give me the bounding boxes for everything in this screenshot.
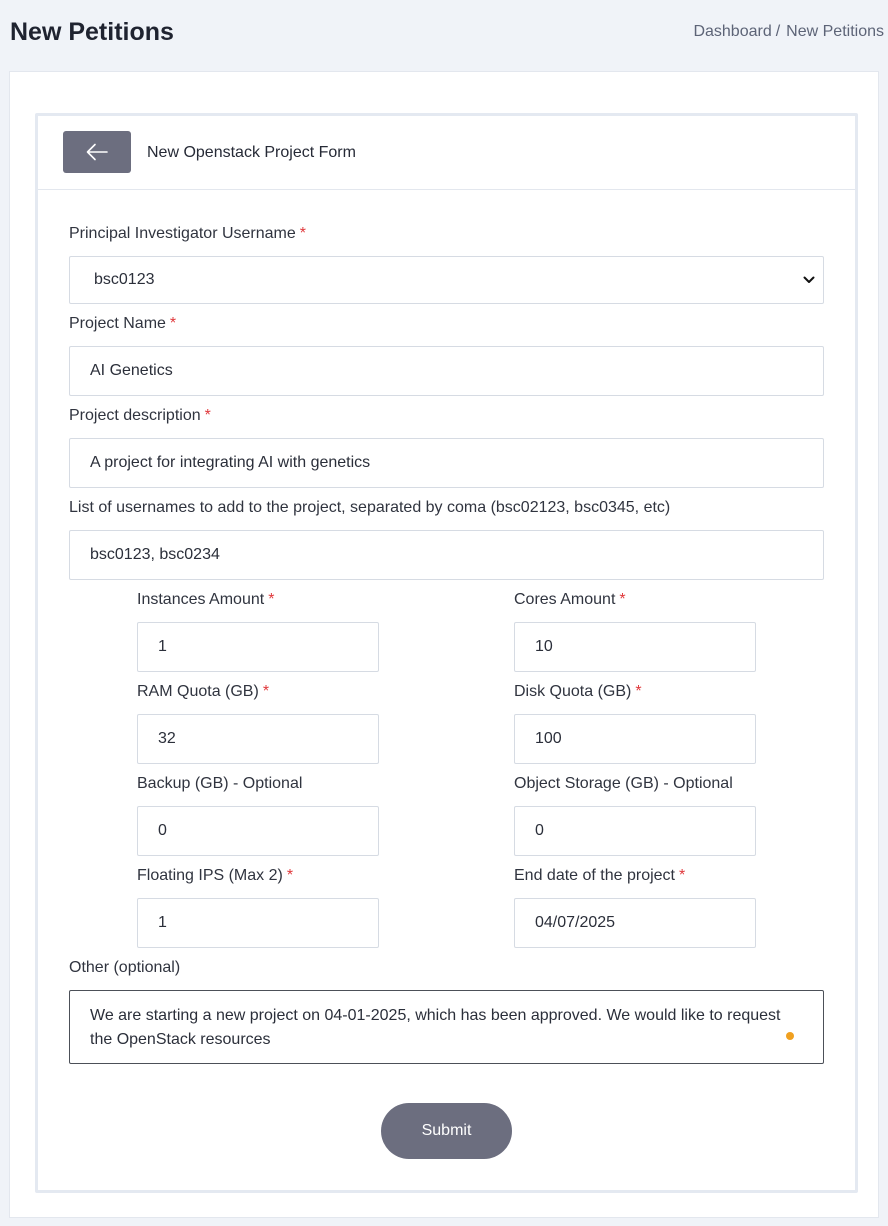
instances-amount-label: Instances Amount * (137, 591, 275, 608)
backup-input[interactable] (137, 806, 379, 856)
object-storage-label: Object Storage (GB) - Optional (514, 775, 733, 792)
breadcrumb-current: New Petitions (786, 23, 884, 40)
instances-amount-input[interactable] (137, 622, 379, 672)
usernames-list-input[interactable] (69, 530, 824, 580)
usernames-list-label: List of usernames to add to the project, separated by coma (bsc02123, bsc0345, etc) (69, 499, 671, 516)
pi-username-value: bsc0123 (94, 271, 155, 288)
pi-username-label: Principal Investigator Username * (69, 225, 306, 242)
other-label: Other (optional) (69, 959, 181, 976)
page-title: New Petitions (10, 18, 174, 46)
project-name-input[interactable] (69, 346, 824, 396)
project-name-label: Project Name * (69, 315, 177, 332)
cores-amount-label: Cores Amount * (514, 591, 626, 608)
form-title: New Openstack Project Form (147, 144, 356, 161)
ram-quota-label: RAM Quota (GB) * (137, 683, 270, 700)
required-mark: * (169, 315, 177, 332)
content-card (9, 71, 879, 1218)
project-description-input[interactable] (69, 438, 824, 488)
breadcrumb (693, 23, 884, 41)
pi-username-select[interactable] (69, 256, 824, 304)
breadcrumb-separator: / (775, 23, 781, 40)
form-card (35, 113, 858, 1193)
arrow-left-icon (86, 143, 108, 161)
required-mark: * (262, 683, 270, 700)
submit-button[interactable]: Submit (381, 1103, 512, 1159)
chevron-down-icon (803, 276, 815, 284)
floating-ips-label: Floating IPS (Max 2) * (137, 867, 294, 884)
required-mark: * (299, 225, 306, 242)
grammar-indicator-icon[interactable] (786, 1032, 794, 1040)
project-description-label: Project description * (69, 407, 211, 424)
required-mark: * (619, 591, 626, 608)
disk-quota-label: Disk Quota (GB) * (514, 683, 642, 700)
ram-quota-input[interactable] (137, 714, 379, 764)
floating-ips-input[interactable] (137, 898, 379, 948)
breadcrumb-dashboard[interactable]: Dashboard (693, 23, 772, 40)
object-storage-input[interactable] (514, 806, 756, 856)
required-mark: * (204, 407, 211, 424)
required-mark: * (268, 591, 275, 608)
backup-label: Backup (GB) - Optional (137, 775, 303, 792)
card-header (38, 116, 855, 190)
back-button[interactable] (63, 131, 131, 173)
required-mark: * (286, 867, 294, 884)
required-mark: * (679, 867, 686, 884)
other-textarea[interactable] (69, 990, 824, 1064)
end-date-input[interactable] (514, 898, 756, 948)
end-date-label: End date of the project * (514, 867, 686, 884)
required-mark: * (635, 683, 642, 700)
cores-amount-input[interactable] (514, 622, 756, 672)
disk-quota-input[interactable] (514, 714, 756, 764)
